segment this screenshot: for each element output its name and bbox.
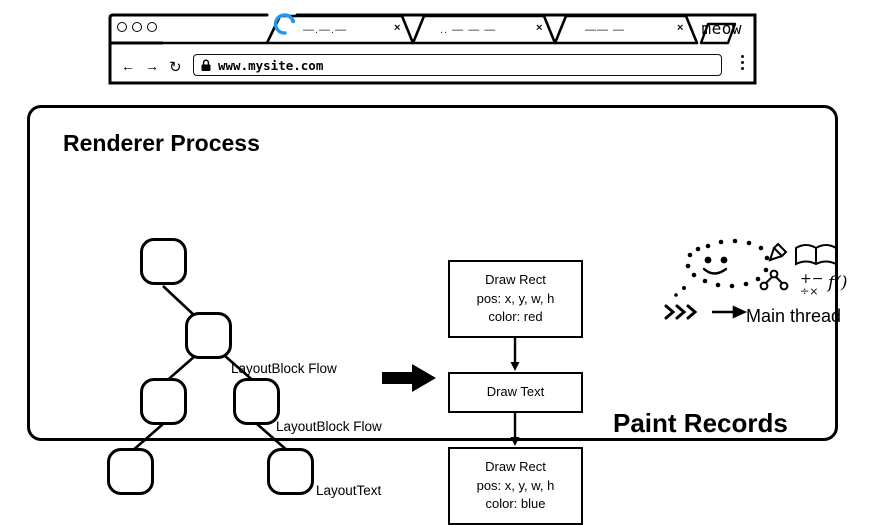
- page-title: Renderer Process: [63, 130, 260, 156]
- paint-3-line-3: color: blue: [485, 496, 546, 512]
- thick-right-arrow-icon: [382, 363, 438, 393]
- window-controls[interactable]: [117, 22, 157, 32]
- tab-3-title[interactable]: —— —: [585, 24, 626, 36]
- node-block-2: [140, 378, 187, 425]
- browser-toolbar: [107, 46, 758, 86]
- paint-2-line-1: Draw Text: [486, 384, 545, 400]
- paint-records-heading: Paint Records: [613, 408, 788, 438]
- tab-active-title[interactable]: —.—.—: [303, 24, 348, 36]
- tree-label-layoutblock-flow-1: LayoutBlock Flow: [231, 361, 337, 376]
- main-thread-label: Main thread: [746, 306, 842, 326]
- url-text: www.mysite.com: [218, 57, 324, 73]
- layout-tree: [85, 166, 425, 416]
- tree-label-layouttext: LayoutText: [316, 483, 382, 498]
- window-dot-3[interactable]: [147, 22, 157, 32]
- paint-connector-1: [508, 338, 522, 372]
- node-block-3: [233, 378, 280, 425]
- svg-text:÷×: ÷×: [800, 285, 819, 298]
- lock-icon: [200, 59, 212, 72]
- url-input[interactable]: [193, 54, 722, 76]
- renderer-process-panel: [27, 105, 848, 512]
- back-icon[interactable]: ←: [121, 58, 135, 74]
- reload-icon[interactable]: ↻: [169, 59, 182, 76]
- svg-text:f(): f(): [828, 273, 848, 293]
- paint-3-line-1: Draw Rect: [485, 458, 546, 474]
- kebab-menu-icon[interactable]: [741, 55, 744, 70]
- tab-3-close-icon[interactable]: ×: [677, 22, 684, 34]
- paint-1-line-3: color: red: [488, 309, 543, 325]
- window-dot-1[interactable]: [117, 22, 127, 32]
- node-text-2: [267, 448, 314, 495]
- tree-label-layoutblock-flow-2: LayoutBlock Flow: [276, 419, 382, 434]
- forward-icon[interactable]: →: [145, 58, 159, 74]
- tab-active-close-icon[interactable]: ×: [394, 22, 401, 34]
- browser-brand-label: meow: [701, 19, 742, 38]
- paint-record-rect-blue: [448, 447, 583, 525]
- node-block-1: [185, 312, 232, 359]
- paint-record-text: [448, 372, 583, 413]
- svg-text:+−: +−: [800, 271, 824, 287]
- paint-1-line-2: pos: x, y, w, h: [476, 290, 555, 306]
- tab-strip: [107, 12, 758, 46]
- tab-2-title[interactable]: .. — — —: [440, 24, 497, 36]
- paint-record-rect-red: [448, 260, 583, 338]
- paint-1-line-1: Draw Rect: [485, 271, 546, 287]
- tab-2-close-icon[interactable]: ×: [536, 22, 543, 34]
- node-text-1: [107, 448, 154, 495]
- node-root: [140, 238, 187, 285]
- browser-window: [107, 12, 758, 86]
- paint-3-line-2: pos: x, y, w, h: [476, 477, 555, 493]
- window-dot-2[interactable]: [132, 22, 142, 32]
- paint-connector-2: [508, 413, 522, 447]
